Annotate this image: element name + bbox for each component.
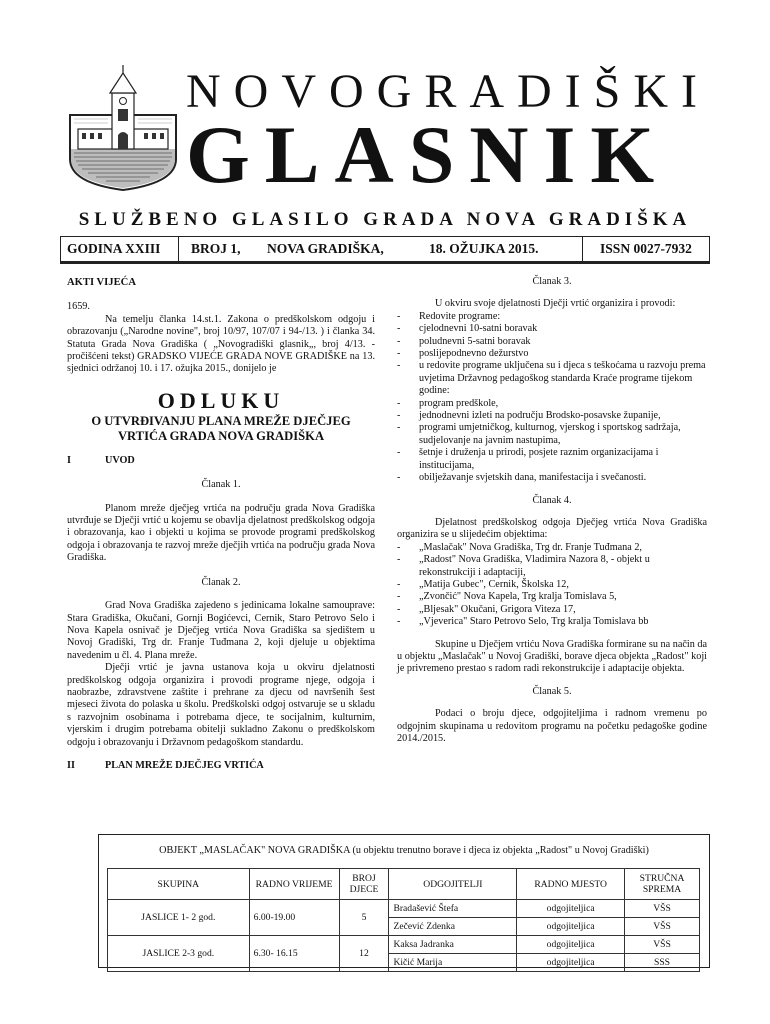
list-item [397,542,707,554]
list-item-text: programi umjetničkog, kulturnog, vjerskog i sportskog sadržaja, sudjelovanje na javnim nastupima, [419,422,681,446]
right-column [397,276,707,745]
issue-issn: ISSN 0027-7932 [600,241,692,256]
part-1-title: UVOD [105,454,135,466]
article-4-paragraph: Skupine u Dječjem vrtiću Nova Gradiška formirane su na način da u objektu „Maslačak" u Novoj Gradiški, borave djeca objekta „Radost" koji je privremeno prestao s radom radi rekonstrukcije i adaptacije objekta. [397,638,707,675]
article-5-text: Podaci o broju djece, odgojiteljima i radnom vremenu po odgojnim skupinama u redovitom programu na početku pedagoške godine 2014./2015. [397,708,707,744]
list-bullet: - [397,578,401,590]
list-item [397,410,707,422]
header-cell: RADNO VRIJEME [249,869,339,900]
masthead-title-top: NOVOGRADIŠKI [186,65,710,118]
teacher-name-cell: Zečević Zdenka [389,918,517,936]
list-bullet: - [397,603,401,615]
issue-info-bar [60,236,710,264]
list-bullet: - [397,348,401,360]
position-cell: odgojiteljica [517,918,625,936]
list-item [397,323,707,335]
article-2-heading: Članak 2. [201,576,241,588]
list-bullet: - [397,397,401,409]
issue-date: 18. OŽUJKA 2015. [413,237,583,261]
position-cell: odgojiteljica [517,900,625,918]
part-2-number: II [67,759,75,771]
list-item [397,348,707,360]
left-column [67,277,375,772]
position-cell: odgojiteljica [517,936,625,954]
children-count-cell: 5 [339,900,389,936]
section-heading: AKTI VIJEĆA [67,277,136,288]
masthead-title-main: GLASNIK [186,109,670,200]
list-bullet: - [397,323,401,335]
header-cell: BROJ DJECE [339,869,389,900]
table-title: OBJEKT „MASLAČAK" NOVA GRADIŠKA (u objektu trenutno borave i djeca iz objekta „Radost" u Novoj Gradiški) [159,845,649,856]
header-cell: RADNO MJESTO [517,869,625,900]
article-4-heading: Članak 4. [532,494,572,506]
teacher-name-cell: Bradašević Štefa [389,900,517,918]
group-name-cell: JASLICE 1- 2 god. [108,900,250,936]
list-bullet: - [397,472,401,484]
part-2-heading [67,760,375,772]
article-3-intro: U okviru svoje djelatnosti Dječji vrtić organizira i provodi: [435,298,676,310]
list-item-text: u redovite programe uključena su i djeca s teškoćama u razvoju prema uvjetima Državnog pedagoškog standarda Kraće programe tijekom godine: [419,360,706,397]
preamble-text: Na temelju članka 14.st.1. Zakona o predškolskom odgoju i obrazovanju („Narodne novine", broj 10/97, 107/07 i 94-/13. ) i članka 34. Statuta Grada Nova Gradiška ( „Novogradiški glasnik„, broj 4/13. - pročišćeni tekst) GRADSKO VIJEĆE GRADA NOVE GRADIŠKE na 13. sjednici održanoj 10. i 17. ožujka 2015., donijelo je [67,313,375,375]
list-item [397,591,707,603]
list-item [397,579,707,591]
list-item-text: poludnevni 5-satni boravak [419,335,531,347]
teacher-name-cell: Kaksa Jadranka [389,936,517,954]
article-1-heading: Članak 1. [201,479,241,491]
list-item [397,336,707,348]
list-item [397,311,707,323]
list-item-text: „Radost" Nova Gradiška, Vladimira Nazora 8, - objekt u rekonstrukciji i adaptaciji, [419,554,650,578]
list-bullet: - [397,554,401,566]
article-1-text: Planom mreže dječjeg vrtića na području grada Nova Gradiška utvrđuje se Dječji vrtić u kojemu se obavlja djelatnost predškolskog odgoja i obrazovanja, kao i objekti u kojima se provode programi predškolskog odgoja i obrazovanja te razvoj mreže dječjih vrtića na području grada Nova Gradiška. [67,502,375,564]
list-item-text: poslijepodnevno dežurstvo [419,348,529,360]
staff-table-box [98,834,710,968]
list-item-text: program predškole, [419,397,499,409]
qualification-cell: VŠS [625,900,700,918]
decision-subtitle: O UTVRĐIVANJU PLANA MREŽE DJEČJEG VRTIĆA GRADA NOVA GRADIŠKA [91,413,351,443]
article-4-list [397,542,707,629]
list-item [397,447,707,472]
list-bullet: - [397,310,401,322]
working-hours-cell: 6.00-19.00 [249,900,339,936]
list-item-text: „Matija Gubec", Cernik, Školska 12, [419,578,569,590]
list-item [397,472,707,484]
table-row [108,900,700,918]
working-hours-cell: 6.30- 16.15 [249,936,339,972]
table-row [108,936,700,954]
list-item [397,398,707,410]
list-item-text: jednodnevni izleti na području Brodsko-posavske županije, [419,410,661,422]
header-cell: ODGOJITELJI [389,869,517,900]
issue-place: NOVA GRADIŠKA, [267,241,384,256]
header-cell: STRUČNA SPREMA [625,869,700,900]
list-bullet: - [397,335,401,347]
position-cell: odgojiteljica [517,954,625,972]
group-name-cell: JASLICE 2-3 god. [108,936,250,972]
list-item [397,422,707,447]
list-bullet: - [397,591,401,603]
list-bullet: - [397,616,401,628]
article-4-intro: Djelatnost predškolskog odgoja Dječjeg vrtića Nova Gradiška organizira se u slijedećim objektima: [397,516,707,541]
article-3-heading: Članak 3. [532,276,572,287]
decision-title: ODLUKU [157,387,285,413]
part-1-number: I [67,454,71,466]
document-number: 1659. [67,301,90,313]
list-item [397,554,707,579]
list-item-text: „Maslačak" Nova Gradiška, Trg dr. Franje Tuđmana 2, [419,541,642,553]
list-bullet: - [397,410,401,422]
list-bullet: - [397,422,401,434]
issue-number: BROJ 1, [191,241,241,256]
list-item [397,360,707,397]
list-item-text: „Vjeverica" Staro Petrovo Selo, Trg kralja Tomislava bb [419,616,649,628]
city-coat-of-arms-logo [64,63,182,191]
issue-year: GODINA XXIII [61,237,179,261]
part-1-heading [67,455,375,467]
list-item [397,616,707,628]
list-item-text: Redovite programe: [419,310,501,322]
qualification-cell: VŠS [625,918,700,936]
list-item-text: obilježavanje svjetskih dana, manifestacija i svečanosti. [419,472,647,484]
list-item [397,604,707,616]
qualification-cell: VŠS [625,936,700,954]
article-5-heading: Članak 5. [532,685,572,697]
list-item-text: šetnje i druženja u prirodi, posjete raznim organizacijama i institucijama, [419,447,659,471]
header-cell: SKUPINA [108,869,250,900]
part-2-title: PLAN MREŽE DJEČJEG VRTIĆA [105,759,264,771]
teacher-name-cell: Kičić Marija [389,954,517,972]
children-count-cell: 12 [339,936,389,972]
list-item-text: „Bljesak" Okučani, Grigora Viteza 17, [419,603,576,615]
list-bullet: - [397,447,401,459]
article-2-paragraph-2: Dječji vrtić je javna ustanova koja u okviru djelatnosti predškolskog odgoja organizira i provodi programe njege, odgoja i naobrazbe, zdravstvene zaštite i prehrane za djecu od navršenih šest mjeseci života do polaska u školu. Predškolski odgoj ostvaruje se u skladu s razvojnim osobinama i potrebama djece, te socijalnim, kulturnim, vjerskim i drugim potrebama obitelji sukladno Zakonu o predškolskom odgoju i obrazovanju i Državnom pedagoškom standardu. [67,662,375,748]
list-bullet: - [397,360,401,372]
list-bullet: - [397,541,401,553]
staff-table [107,868,700,972]
table-header-row [108,869,700,900]
list-item-text: cjelodnevni 10-satni boravak [419,323,538,335]
list-item-text: „Zvončić" Nova Kapela, Trg kralja Tomislava 5, [419,591,617,603]
article-3-list [397,311,707,485]
masthead-subtitle: SLUŽBENO GLASILO GRADA NOVA GRADIŠKA [78,209,692,230]
article-2-paragraph-1: Grad Nova Gradiška zajedeno s jedinicama lokalne samouprave: Stara Gradiška, Okučani, Gornji Bogićevci, Cernik, Staro Petrovo Selo i Nova Kapela osnivač je Dječjeg vrtića Nova Gradiška sa sjedištem u Novoj Gradiški, Trg dr. Franje Tuđmana 2, koji djeluje u objektima navedenim u čl. 4. Plana mreže. [67,600,375,661]
qualification-cell: SSS [625,954,700,972]
